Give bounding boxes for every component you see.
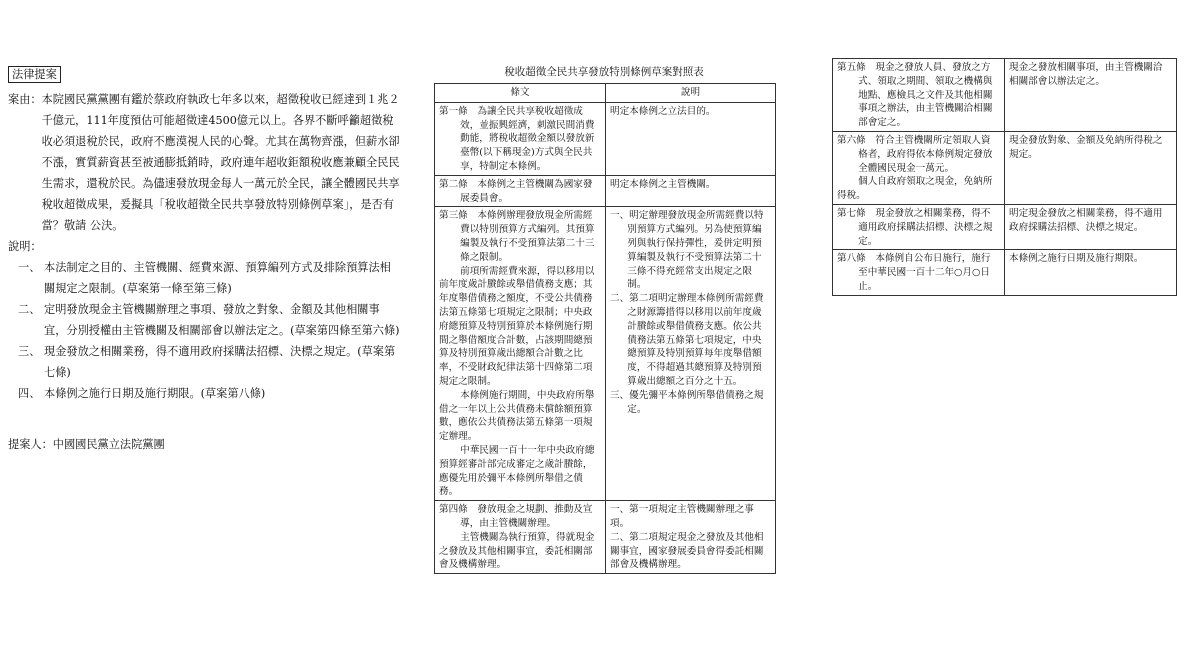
item-text: 本條例之施行日期及施行期限。(草案第八條) (44, 387, 266, 400)
article-4-para-1: 第四條 發放現金之規劃、推動及宣導，由主管機關辦理。 (439, 504, 593, 529)
note-cell (1005, 59, 1177, 132)
note-3-item-2: 二、第二項明定辦理本條例所需經費之財源籌措得以移用以前年度歲計賸餘或舉借債務支應。依公共債務法第五條第七項規定，中央總預算及特別預算每年度舉借額度，不得超過其總預算及特別預算歲出總額之百分之十五。 (610, 293, 764, 387)
table-row (833, 131, 1177, 204)
article-5: 第五條 現金之發放人員、發放之方式、領取之期間、領取之機構與地點、應檢具之文件及其他相關事項之辦法，由主管機關洽相關部會定之。 (837, 62, 993, 129)
proposal-page (8, 64, 400, 455)
article-cell (833, 59, 1005, 132)
note-8: 本條例之施行日期及施行期限。 (1009, 253, 1144, 265)
explanation-item (8, 299, 400, 341)
table-row (435, 207, 776, 501)
item-text: 定明發放現金主管機關辦理之事項、發放之對象、金額及其他相關事宜，分別授權由主管機關及相關部會以辦法定之。(草案第四條至第六條) (44, 303, 400, 337)
item-text: 現金發放之相關業務，得不適用政府採購法招標、決標之規定。(草案第七條) (44, 345, 396, 379)
explanation-item (8, 257, 400, 299)
item-number: 二、 (18, 303, 41, 316)
note-cell (1005, 131, 1177, 204)
table-row (435, 175, 776, 207)
comparison-table-part1 (434, 83, 776, 574)
comparison-table-part2 (832, 58, 1177, 296)
item-text: 本法制定之目的、主管機關、經費來源、預算編列方式及排除預算法相關規定之限制。(草案第一條至第三條) (44, 261, 391, 295)
note-5: 現金之發放相關事項，由主管機關洽相關部會以辦法定之。 (1009, 62, 1163, 87)
case-label: 案由： (8, 93, 42, 106)
article-cell (833, 250, 1005, 295)
table-row (833, 250, 1177, 295)
article-6-para-1: 第六條 符合主管機關所定領取人資格者，政府得依本條例規定發放全體國民現金一萬元。 (837, 134, 993, 174)
table-row (833, 59, 1177, 132)
table-row (435, 102, 776, 175)
note-cell (606, 102, 776, 175)
note-cell (606, 207, 776, 501)
article-cell (435, 175, 606, 207)
table-row (435, 501, 776, 574)
article-cell (833, 204, 1005, 249)
column-header-article: 條文 (435, 84, 606, 103)
article-2: 第二條 本條例之主管機關為國家發展委員會。 (439, 178, 593, 204)
case-text: 本院國民黨黨團有鑑於蔡政府執政七年多以來，超徵稅收已經達到１兆２千億元，111年度預估可能超徵達4500億元以上。各界不斷呼籲超徵稅收必須退稅於民，政府不應漠視人民的心聲。尤其在萬物齊漲，但薪水卻不漲，實質薪資甚至被通膨抵銷時，政府連年超收鉅額稅收應兼顧全民民生需求，還稅於民。為儘速發放現金每人一萬元於全民，讓全體國民共享稅收超徵成果，爰擬具「稅收超徵全民共享發放特別條例草案」，是否有當？敬請 公決。 (41, 93, 400, 232)
article-3-para-3: 本條例施行期間，中央政府所舉借之一年以上公共債務未償餘額預算數，應依公共債務法第五條第一項規定辦理。 (439, 389, 595, 443)
article-3-para-2: 前項所需經費來源，得以移用以前年度歲計賸餘或舉借債務支應；其年度舉借債務之額度，不受公共債務法第五條第七項規定之限制；中央政府總預算及特別預算於本條例施行期間之舉借額度合計數，占該期間總預算及特別預算歲出總額合計數之比率，不受財政紀律法第十四條第二項規定之限制。 (439, 265, 595, 387)
item-number: 一、 (18, 261, 41, 274)
proposer: 提案人：中國國民黨立法院黨團 (8, 438, 165, 451)
article-3-para-1: 第三條 本條例辦理發放現金所需經費以特別預算方式編列。其預算編製及執行不受預算法第二十三條之限制。 (439, 210, 595, 263)
explanation-item (8, 341, 400, 383)
column-header-note: 說明 (606, 84, 776, 103)
proposal-tag: 法律提案 (8, 66, 61, 83)
article-7: 第七條 現金發放之相關業務，得不適用政府採購法招標、決標之規定。 (837, 207, 993, 247)
case-summary (8, 89, 400, 236)
article-6-para-2: 個人自政府領取之現金，免納所得稅。 (837, 176, 993, 202)
article-3-para-4: 中華民國一百十一年中央政府總預算經審計部完成審定之歲計賸餘，應優先用於彌平本條例所舉借之債務。 (439, 444, 595, 498)
note-6: 現金發放對象、金額及免納所得稅之規定。 (1009, 134, 1163, 160)
article-cell (435, 207, 606, 501)
article-4-para-2: 主管機關為執行預算，得就現金之發放及其他相關事宜，委託相關部會及機構辦理。 (439, 531, 595, 571)
article-8: 第八條 本條例自公布日施行，施行至中華民國一百十二年○月○日止。 (837, 253, 991, 292)
explanation-item (8, 383, 400, 404)
table-row (833, 204, 1177, 249)
article-cell (435, 102, 606, 175)
article-cell (435, 501, 606, 574)
article-1: 第一條 為讓全民共享稅收超徵成效，並振興經濟，刺激民間消費動能，將稅收超徵金額以發放新臺幣(以下稱現金)方式與全民共享，特制定本條例。 (439, 105, 595, 172)
item-number: 三、 (18, 345, 41, 358)
note-4-item-2: 二、第二項規定現金之發放及其他相關事宜，國家發展委員會得委託相關部會及機構辦理。 (610, 531, 764, 571)
note-1: 明定本條例之立法目的。 (610, 105, 716, 117)
explanation-heading: 說明： (8, 240, 42, 253)
note-4-item-1: 一、第一項規定主管機關辦理之事項。 (610, 504, 754, 529)
table-header-row (435, 84, 776, 103)
note-2: 明定本條例之主管機關。 (610, 178, 716, 190)
note-3-item-1: 一、明定辦理發放現金所需經費以特別預算方式編列。另為使預算編列與執行保持彈性，爰併定明預算編製及執行不受預算法第二十三條不得充經常支出規定之限制。 (610, 210, 764, 291)
note-cell (1005, 250, 1177, 295)
item-number: 四、 (18, 387, 41, 400)
note-7: 明定現金發放之相關業務，得不適用政府採購法招標、決標之規定。 (1009, 207, 1163, 233)
note-3-item-3: 三、優先彌平本條例所舉借債務之規定。 (610, 389, 764, 415)
note-cell (1005, 204, 1177, 249)
note-cell (606, 501, 776, 574)
note-cell (606, 175, 776, 207)
table-title: 稅收超徵全民共享發放特別條例草案對照表 (504, 66, 704, 78)
article-cell (833, 131, 1005, 204)
